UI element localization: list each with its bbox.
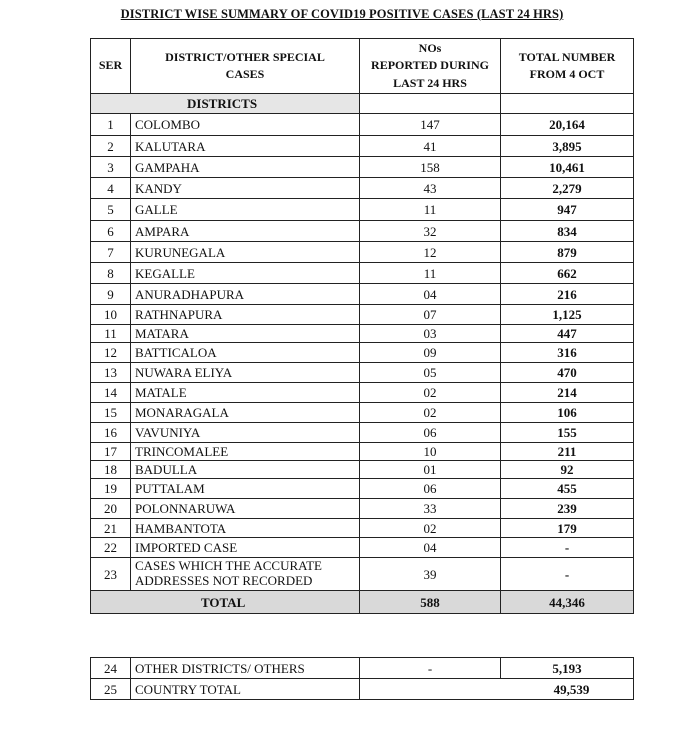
row-name: KALUTARA	[131, 136, 360, 157]
extra-totals-table	[90, 657, 634, 700]
header-total: TOTAL NUMBER FROM 4 OCT	[501, 39, 634, 94]
table-row	[91, 221, 634, 242]
row-total: 455	[501, 479, 634, 499]
row-name	[131, 558, 360, 591]
total-label: TOTAL	[91, 591, 360, 614]
row-total: 239	[501, 499, 634, 519]
table-row	[91, 461, 634, 479]
row-ser: 19	[91, 479, 131, 499]
table-row	[91, 363, 634, 383]
row-reported: 05	[360, 363, 501, 383]
row-name: COLOMBO	[131, 114, 360, 136]
district-summary-table	[90, 38, 634, 614]
row-name: KEGALLE	[131, 263, 360, 284]
row-name: VAVUNIYA	[131, 423, 360, 443]
row-reported: 43	[360, 178, 501, 199]
table-row	[91, 305, 634, 325]
row-total: 211	[501, 443, 634, 461]
header-ser: SER	[91, 39, 131, 94]
row-name: PUTTALAM	[131, 479, 360, 499]
row-total: 470	[501, 363, 634, 383]
row-ser: 8	[91, 263, 131, 284]
row-name: POLONNARUWA	[131, 499, 360, 519]
row-reported: 11	[360, 263, 501, 284]
row-name: NUWARA ELIYA	[131, 363, 360, 383]
table-row	[91, 242, 634, 263]
table-row	[91, 284, 634, 305]
row-name: TRINCOMALEE	[131, 443, 360, 461]
row-reported: 33	[360, 499, 501, 519]
row-total: 447	[501, 325, 634, 343]
table-row	[91, 558, 634, 591]
row-ser: 24	[91, 658, 131, 679]
row-reported: 39	[360, 558, 501, 591]
row-reported: 02	[360, 383, 501, 403]
row-total: 155	[501, 423, 634, 443]
row-total: 662	[501, 263, 634, 284]
row-name: GALLE	[131, 199, 360, 221]
row-name: HAMBANTOTA	[131, 519, 360, 538]
row-total: 214	[501, 383, 634, 403]
row-total: 10,461	[501, 157, 634, 178]
row-ser: 22	[91, 538, 131, 558]
table-row	[91, 658, 634, 679]
row-name: KURUNEGALA	[131, 242, 360, 263]
row-name: KANDY	[131, 178, 360, 199]
row-name: MONARAGALA	[131, 403, 360, 423]
table-row	[91, 679, 634, 700]
row-name: BADULLA	[131, 461, 360, 479]
row-total: 3,895	[501, 136, 634, 157]
row-reported: 10	[360, 443, 501, 461]
row-reported: 09	[360, 343, 501, 363]
row-ser: 11	[91, 325, 131, 343]
row-name-line: ADDRESSES NOT RECORDED	[135, 573, 313, 588]
row-reported: 02	[360, 519, 501, 538]
row-name: AMPARA	[131, 221, 360, 242]
row-ser: 20	[91, 499, 131, 519]
row-total: -	[501, 538, 634, 558]
row-reported: 02	[360, 403, 501, 423]
row-reported: 07	[360, 305, 501, 325]
table-row	[91, 263, 634, 284]
table-row	[91, 383, 634, 403]
row-name: BATTICALOA	[131, 343, 360, 363]
row-reported: 04	[360, 284, 501, 305]
total-value: 44,346	[501, 591, 634, 614]
row-total: 5,193	[501, 658, 634, 679]
table-row	[91, 178, 634, 199]
row-total: 316	[501, 343, 634, 363]
row-ser: 7	[91, 242, 131, 263]
row-ser: 23	[91, 558, 131, 591]
row-ser: 16	[91, 423, 131, 443]
row-ser: 1	[91, 114, 131, 136]
row-ser: 3	[91, 157, 131, 178]
table-row	[91, 403, 634, 423]
row-total: 834	[501, 221, 634, 242]
row-ser: 13	[91, 363, 131, 383]
row-name: COUNTRY TOTAL	[131, 679, 360, 700]
table-row	[91, 538, 634, 558]
row-ser: 25	[91, 679, 131, 700]
row-reported: 04	[360, 538, 501, 558]
row-reported: 06	[360, 423, 501, 443]
row-total: 879	[501, 242, 634, 263]
row-ser: 17	[91, 443, 131, 461]
row-ser: 4	[91, 178, 131, 199]
table-row	[91, 157, 634, 178]
table-row	[91, 479, 634, 499]
row-ser: 10	[91, 305, 131, 325]
row-reported: 41	[360, 136, 501, 157]
row-ser: 12	[91, 343, 131, 363]
row-reported: -	[360, 658, 501, 679]
row-ser: 21	[91, 519, 131, 538]
table-row	[91, 499, 634, 519]
section-label: DISTRICTS	[91, 94, 360, 114]
row-ser: 18	[91, 461, 131, 479]
table-row	[91, 325, 634, 343]
row-total: 2,279	[501, 178, 634, 199]
row-ser: 2	[91, 136, 131, 157]
row-total: 20,164	[501, 114, 634, 136]
row-total: 947	[501, 199, 634, 221]
section-row	[91, 94, 634, 114]
row-total: 92	[501, 461, 634, 479]
table-row	[91, 519, 634, 538]
table-row	[91, 136, 634, 157]
row-ser: 14	[91, 383, 131, 403]
row-total: 179	[501, 519, 634, 538]
total-row	[91, 591, 634, 614]
table-row	[91, 423, 634, 443]
header-reported: NOs REPORTED DURING LAST 24 HRS	[360, 39, 501, 94]
row-name: MATARA	[131, 325, 360, 343]
country-total-value: 49,539	[360, 679, 634, 700]
header-row	[91, 39, 634, 94]
row-name: IMPORTED CASE	[131, 538, 360, 558]
row-reported: 147	[360, 114, 501, 136]
row-total: 1,125	[501, 305, 634, 325]
row-name-line: CASES WHICH THE ACCURATE	[135, 558, 322, 574]
row-reported: 158	[360, 157, 501, 178]
table-row	[91, 343, 634, 363]
total-reported: 588	[360, 591, 501, 614]
row-reported: 12	[360, 242, 501, 263]
table-row	[91, 199, 634, 221]
row-reported: 06	[360, 479, 501, 499]
row-reported: 32	[360, 221, 501, 242]
row-total: 216	[501, 284, 634, 305]
row-name: ANURADHAPURA	[131, 284, 360, 305]
table-row	[91, 443, 634, 461]
row-name: MATALE	[131, 383, 360, 403]
row-name: RATHNAPURA	[131, 305, 360, 325]
row-ser: 5	[91, 199, 131, 221]
row-reported: 11	[360, 199, 501, 221]
row-total: -	[501, 558, 634, 591]
row-reported: 03	[360, 325, 501, 343]
row-reported: 01	[360, 461, 501, 479]
page-title: DISTRICT WISE SUMMARY OF COVID19 POSITIVE CASES (LAST 24 HRS)	[120, 7, 564, 21]
row-name: OTHER DISTRICTS/ OTHERS	[131, 658, 360, 679]
row-ser: 9	[91, 284, 131, 305]
row-name: GAMPAHA	[131, 157, 360, 178]
row-total: 106	[501, 403, 634, 423]
table-row	[91, 114, 634, 136]
header-district: DISTRICT/OTHER SPECIAL CASES	[131, 39, 360, 94]
row-ser: 6	[91, 221, 131, 242]
row-ser: 15	[91, 403, 131, 423]
